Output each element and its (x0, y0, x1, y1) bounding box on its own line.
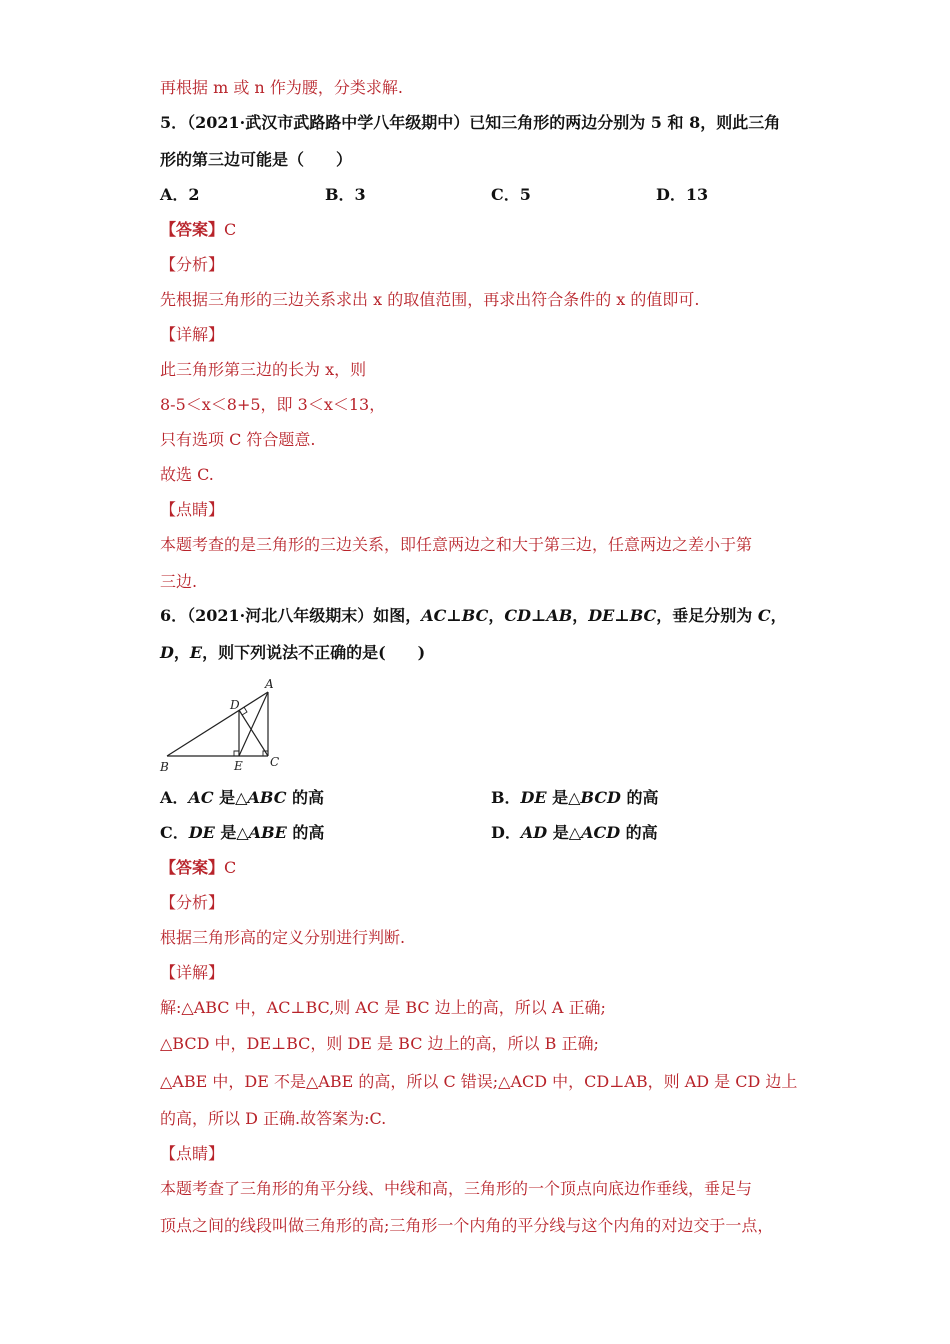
q6-sep: ， (173, 643, 190, 662)
q6-option-a-end: 的高 (286, 788, 325, 807)
q5-stem-line2: 形的第三边可能是（ ） (160, 150, 353, 169)
q6-option-b-prefix: B． (491, 788, 521, 807)
q6-detail-line3: △ABE 中，DE 不是△ABE 的高，所以 C 错误;△ACD 中，CD⊥AB，则 AD 是 CD 边上 (160, 1072, 798, 1091)
q6-seg-cd: CD (504, 606, 531, 625)
q6-option-d-prefix: D． (491, 823, 521, 842)
q5-analysis-text: 先根据三角形的三边关系求出 x 的取值范围，再求出符合条件的 x 的值即可. (160, 290, 700, 309)
q6-option-b (491, 787, 659, 809)
q6-perp-3: ⊥ (614, 606, 630, 625)
q5-stem-line1: 5．（2021·武汉市武路路中学八年级期中）已知三角形的两边分别为 5 和 8，则此三角 (160, 113, 781, 132)
q6-option-c (160, 822, 324, 844)
q6-option-d (491, 822, 658, 844)
q6-option-c-prefix: C． (160, 823, 189, 842)
q5-detail-tag: 【详解】 (160, 325, 225, 344)
q6-seg-bc: BC (461, 606, 489, 625)
q6-point-c: C (757, 606, 771, 625)
q6-stem-line2 (160, 642, 425, 664)
label-c: C (270, 755, 280, 769)
q6-point-e: E (189, 643, 203, 662)
label-a: A (265, 677, 274, 691)
q5-comment-line2: 三边. (160, 572, 198, 591)
q5-option-a: A．2 (160, 185, 200, 204)
q5-option-b: B．3 (325, 185, 366, 204)
q6-option-a-mid: 是△ (213, 788, 248, 807)
triangle-figure (155, 676, 285, 776)
q6-comment-line2: 顶点之间的线段叫做三角形的高;三角形一个内角的平分线与这个内角的对边交于一点， (160, 1216, 774, 1235)
q5-option-d: D．13 (656, 185, 709, 204)
q5-answer-tag: 【答案】 (160, 220, 225, 239)
q6-foot-text: ，垂足分别为 (656, 606, 758, 625)
q6-option-c-mid: 是△ (214, 823, 249, 842)
segment-cd (239, 710, 268, 756)
q5-detail-line4: 故选 C. (160, 465, 214, 484)
q6-option-a (160, 787, 324, 809)
q6-option-b-tri: BCD (580, 788, 621, 807)
q6-option-a-tri: ABC (247, 788, 287, 807)
text-line-continuation: 再根据 m 或 n 作为腰，分类求解. (160, 78, 403, 97)
q6-option-d-end: 的高 (620, 823, 658, 842)
q6-stem-intro: 6．（2021·河北八年级期末）如图， (160, 606, 422, 625)
q6-answer-value: C (224, 858, 237, 877)
q6-detail-line1: 解:△ABC 中，AC⊥BC,则 AC 是 BC 边上的高，所以 A 正确; (160, 998, 606, 1017)
q6-point-d: D (160, 643, 174, 662)
q6-comment-tag: 【点睛】 (160, 1144, 225, 1163)
q6-perp-1: ⊥ (446, 606, 462, 625)
q6-seg-ab: AB (546, 606, 573, 625)
q6-option-d-tri: ACD (581, 823, 621, 842)
q6-answer (160, 857, 236, 879)
q6-analysis-tag: 【分析】 (160, 893, 225, 912)
q6-seg-de: DE (588, 606, 615, 625)
q6-option-b-mid: 是△ (546, 788, 581, 807)
q6-option-d-mid: 是△ (547, 823, 582, 842)
label-d: D (230, 698, 240, 712)
q6-option-a-seg: AC (188, 788, 214, 807)
q6-seg-ac: AC (421, 606, 447, 625)
q6-option-b-seg: DE (520, 788, 547, 807)
q5-comment-tag: 【点睛】 (160, 500, 225, 519)
q6-comment-line1: 本题考查了三角形的角平分线、中线和高，三角形的一个顶点向底边作垂线，垂足与 (160, 1179, 753, 1198)
q6-stem-question: ，则下列说法不正确的是( ) (202, 643, 426, 662)
label-b: B (160, 760, 169, 774)
q5-answer (160, 219, 236, 241)
q5-analysis-tag: 【分析】 (160, 255, 225, 274)
right-angle-mark-e (234, 751, 239, 756)
q6-option-d-seg: AD (520, 823, 548, 842)
q5-option-c: C．5 (491, 185, 531, 204)
q6-stem-line1 (160, 605, 787, 627)
q6-detail-line4: 的高，所以 D 正确.故答案为:C. (160, 1109, 387, 1128)
q6-perp-2: ⊥ (530, 606, 547, 625)
q6-analysis-text: 根据三角形高的定义分别进行判断. (160, 928, 406, 947)
q6-comma-2: ， (572, 606, 589, 625)
q6-comma-1: ， (488, 606, 505, 625)
q6-option-c-tri: ABE (248, 823, 287, 842)
q6-detail-tag: 【详解】 (160, 963, 225, 982)
q6-answer-tag: 【答案】 (160, 858, 225, 877)
q6-option-a-prefix: A． (160, 788, 189, 807)
label-e: E (234, 759, 243, 773)
q6-seg-bc-2: BC (629, 606, 657, 625)
q5-detail-line1: 此三角形第三边的长为 x，则 (160, 360, 367, 379)
q6-option-c-seg: DE (188, 823, 215, 842)
q6-detail-line2: △BCD 中，DE⊥BC，则 DE 是 BC 边上的高，所以 B 正确; (160, 1034, 599, 1053)
q6-option-c-end: 的高 (286, 823, 325, 842)
q5-detail-line2: 8-5＜x＜8+5，即 3＜x＜13， (160, 395, 386, 414)
q5-detail-line3: 只有选项 C 符合题意. (160, 430, 316, 449)
q6-comma-3: ， (770, 606, 787, 625)
q5-comment-line1: 本题考查的是三角形的三边关系，即任意两边之和大于第三边，任意两边之差小于第 (160, 535, 753, 554)
q5-answer-value: C (224, 220, 237, 239)
q6-option-b-end: 的高 (620, 788, 659, 807)
